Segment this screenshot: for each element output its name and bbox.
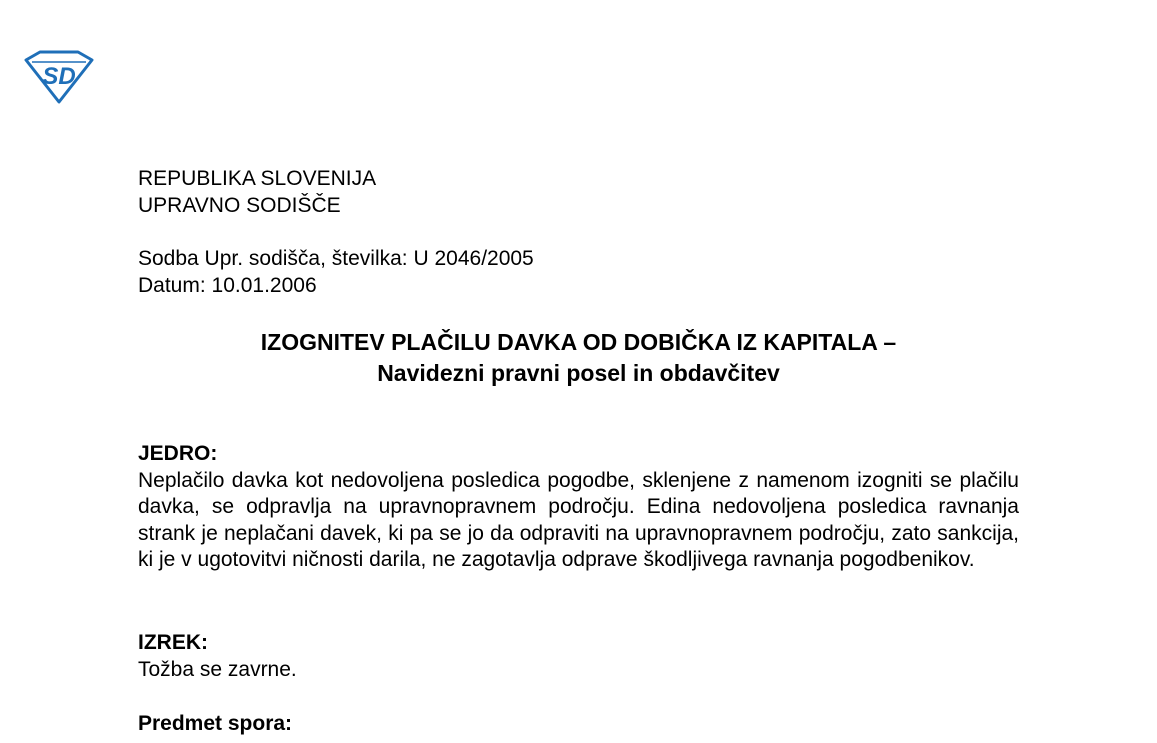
- section-izrek: [138, 630, 1019, 683]
- section-heading-jedro: JEDRO:: [138, 442, 218, 465]
- case-number: Sodba Upr. sodišča, številka: U 2046/2005: [138, 247, 534, 270]
- section-body-jedro: Neplačilo davka kot nedovoljena posledica pogodbe, sklenjene z namenom izogniti se plačilu davka, se odpravlja na upravnopravnem področju. Edina nedovoljena posledica ravnanja strank je neplačani davek, ki pa se jo da odpraviti na upravnopravnem področju, zato sankcija, ki je v ugotovitvi ničnosti darila, ne zagotavlja odprave škodljivega ravnanja pogodbenikov.: [138, 468, 1019, 571]
- section-heading-izrek: IZREK:: [138, 631, 208, 654]
- header-line-republic: REPUBLIKA SLOVENIJA: [138, 167, 377, 190]
- document-title: [138, 327, 1019, 389]
- sd-logo-icon: [22, 48, 96, 104]
- section-body-izrek: Tožba se zavrne.: [138, 657, 297, 681]
- court-header: [138, 166, 376, 219]
- section-heading-predmet: Predmet spora:: [138, 712, 293, 735]
- svg-text:SD: SD: [42, 63, 76, 90]
- section-predmet: [138, 711, 1019, 738]
- header-line-court: UPRAVNO SODIŠČE: [138, 193, 341, 217]
- case-date: Datum: 10.01.2006: [138, 273, 317, 297]
- section-jedro: [138, 441, 1019, 574]
- title-line-2: Navidezni pravni posel in obdavčitev: [377, 360, 780, 386]
- title-line-1: IZOGNITEV PLAČILU DAVKA OD DOBIČKA IZ KAPITALA –: [260, 329, 897, 355]
- case-info: [138, 246, 534, 299]
